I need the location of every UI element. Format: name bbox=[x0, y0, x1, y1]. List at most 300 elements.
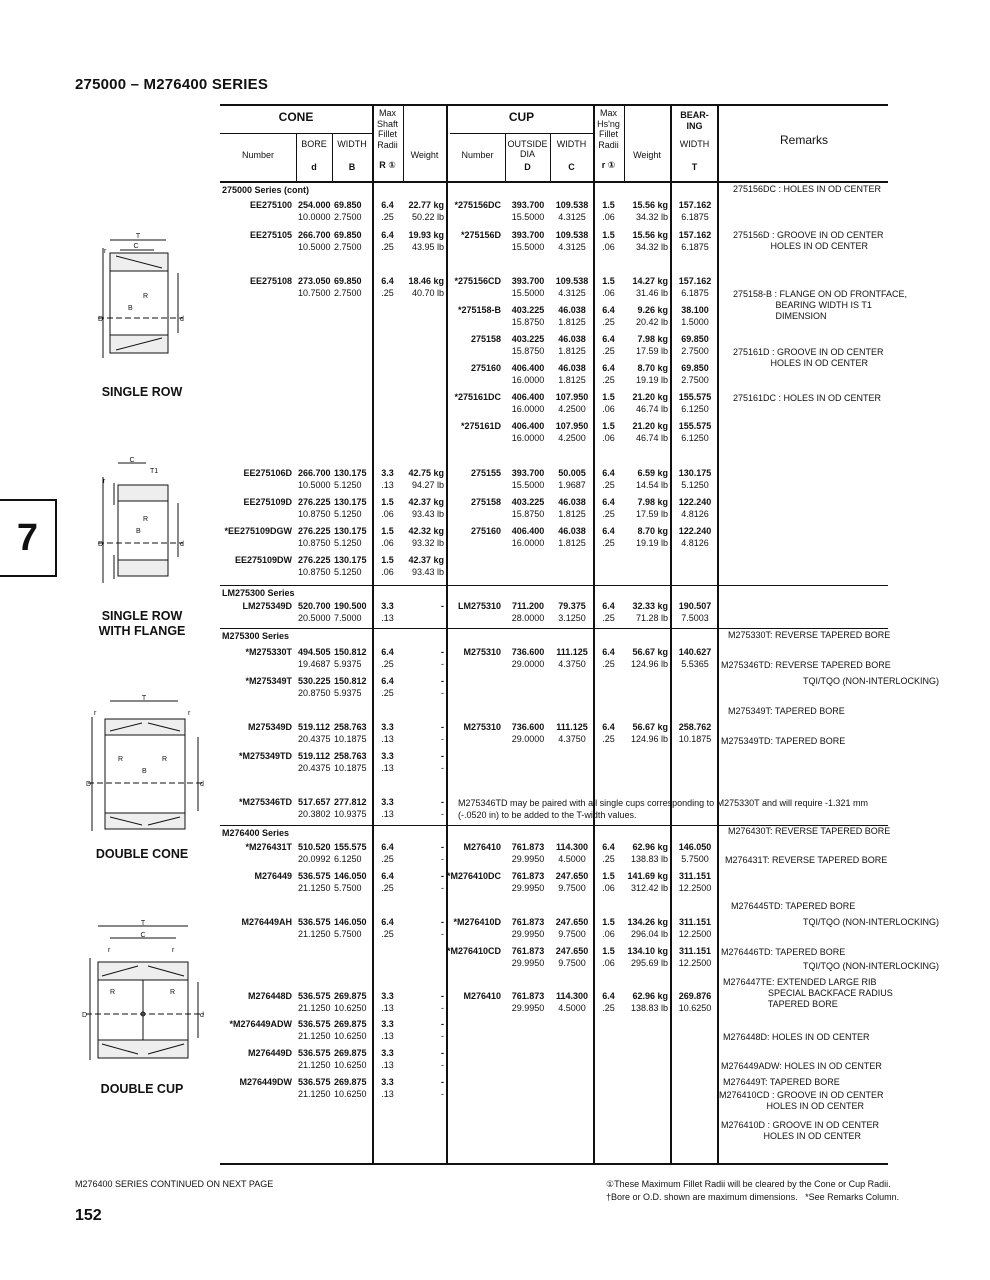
cup-od-in: 29.9950 bbox=[511, 854, 545, 864]
remarks-header: Remarks bbox=[779, 133, 828, 147]
cup-width-in: 1.8125 bbox=[558, 375, 586, 385]
bearing-width-in: 4.8126 bbox=[681, 538, 709, 548]
cone-number: EE275109D bbox=[243, 497, 292, 507]
cone-bore-in: 19.4687 bbox=[298, 659, 331, 669]
cone-radius-mm: 3.3 bbox=[381, 468, 394, 478]
svg-text:r: r bbox=[108, 947, 111, 954]
cone-width-mm: 150.812 bbox=[334, 676, 367, 686]
cup-width-in: 1.8125 bbox=[558, 538, 586, 548]
cone-weight-lb: 94.27 lb bbox=[411, 480, 444, 490]
svg-text:R: R bbox=[143, 516, 149, 523]
cone-weight-lb: 93.32 lb bbox=[411, 538, 444, 548]
cup-weight-lb: 138.83 lb bbox=[630, 1003, 668, 1013]
cup-weight-kg: 141.69 kg bbox=[627, 871, 668, 881]
cone-bore-in: 10.8750 bbox=[298, 509, 331, 519]
cup-number: *275158-B bbox=[457, 305, 501, 315]
section-label: M276400 Series bbox=[222, 828, 290, 838]
cone-bore-mm: 510.520 bbox=[298, 842, 331, 852]
cone-radius-mm: 3.3 bbox=[381, 751, 394, 761]
cone-number: *M276449ADW bbox=[229, 1019, 292, 1029]
cup-number: M276410 bbox=[463, 991, 501, 1001]
cup-radius-in: .06 bbox=[602, 883, 615, 893]
cup-width-in: 1.8125 bbox=[558, 346, 586, 356]
cone-radius-mm: 3.3 bbox=[381, 1077, 394, 1087]
cup-width-mm: 107.950 bbox=[555, 421, 589, 431]
cup-od-mm: 393.700 bbox=[511, 468, 545, 478]
svg-text:r: r bbox=[94, 710, 97, 717]
cone-radius-mm: 6.4 bbox=[381, 647, 394, 657]
cone-width-mm: 190.500 bbox=[334, 601, 367, 611]
bearing-width-in: 1.5000 bbox=[681, 317, 709, 327]
cone-bore-in: 10.8750 bbox=[298, 567, 331, 577]
cup-weight-kg: 15.56 kg bbox=[632, 200, 668, 210]
cup-od-mm: 761.873 bbox=[511, 842, 545, 852]
section-label: 275000 Series (cont) bbox=[222, 185, 310, 195]
page-number: 152 bbox=[75, 1207, 102, 1224]
cone-number: M276449D bbox=[247, 1048, 292, 1058]
cup-od-in: 28.0000 bbox=[511, 613, 545, 623]
cup-width-in: 4.3750 bbox=[558, 659, 586, 669]
cup-radius-mm: 1.5 bbox=[602, 392, 615, 402]
cone-number: *M275346TD bbox=[238, 797, 292, 807]
cup-radius-mm: 6.4 bbox=[602, 601, 615, 611]
cup-weight-kg: 62.96 kg bbox=[632, 842, 668, 852]
cone-number: EE275105 bbox=[249, 230, 292, 240]
bearing-width-in: 6.1875 bbox=[681, 288, 709, 298]
cone-width-mm: 269.875 bbox=[334, 1019, 367, 1029]
cone-weight-lb: 43.95 lb bbox=[411, 242, 444, 252]
cone-weight-kg: - bbox=[441, 797, 444, 807]
cup-radius-in: .25 bbox=[602, 538, 615, 548]
cup-width-in: 4.2500 bbox=[558, 433, 586, 443]
cup-width-mm: 79.375 bbox=[558, 601, 586, 611]
cup-width-mm: 107.950 bbox=[555, 392, 589, 402]
cup-width-mm: 46.038 bbox=[558, 363, 586, 373]
cup-width-in: 9.7500 bbox=[558, 929, 586, 939]
cone-number: EE275108 bbox=[249, 276, 292, 286]
cup-radius-mm: 1.5 bbox=[602, 276, 615, 286]
bearing-width-in: 5.7500 bbox=[681, 854, 709, 864]
cup-weight-kg: 32.33 kg bbox=[632, 601, 668, 611]
svg-text:D: D bbox=[86, 781, 92, 788]
svg-text:C: C bbox=[133, 243, 139, 250]
cup-od-in: 15.8750 bbox=[511, 346, 545, 356]
cup-weight-header: Weight bbox=[633, 150, 661, 160]
cup-radius-mm: 1.5 bbox=[602, 917, 615, 927]
remark-entry: M275349TD: TAPERED BORE bbox=[721, 736, 846, 746]
cone-width-in: 6.1250 bbox=[334, 854, 362, 864]
cone-width-mm: 69.850 bbox=[334, 276, 362, 286]
cone-bore-in: 20.0992 bbox=[298, 854, 331, 864]
cone-radius-mm: 1.5 bbox=[381, 555, 394, 565]
svg-text:D: D bbox=[82, 1012, 88, 1019]
cup-od-mm: 403.225 bbox=[511, 497, 545, 507]
cup-radius-in: .06 bbox=[602, 958, 615, 968]
col-divider bbox=[670, 104, 672, 1164]
cone-weight-kg: - bbox=[441, 842, 444, 852]
cup-weight-lb: 14.54 lb bbox=[635, 480, 668, 490]
cone-weight-kg: - bbox=[441, 871, 444, 881]
cup-weight-lb: 34.32 lb bbox=[635, 242, 668, 252]
cone-weight-lb: - bbox=[441, 734, 444, 744]
bearing-width-in: 2.7500 bbox=[681, 375, 709, 385]
svg-text:T1: T1 bbox=[150, 468, 159, 475]
cup-number: M275310 bbox=[463, 722, 501, 732]
remark-entry: M276446TD: TAPERED BORE bbox=[721, 947, 846, 957]
cup-weight-lb: 20.42 lb bbox=[635, 317, 668, 327]
cup-od-in: 29.0000 bbox=[511, 659, 545, 669]
cone-bore-mm: 536.575 bbox=[298, 1019, 331, 1029]
cone-width-mm: 258.763 bbox=[334, 722, 367, 732]
cone-width-in: 10.6250 bbox=[334, 1031, 367, 1041]
cone-weight-kg: 18.46 kg bbox=[408, 276, 444, 286]
cup-number-header: Number bbox=[461, 150, 494, 160]
cup-radius-mm: 1.5 bbox=[602, 871, 615, 881]
cup-number: *275156DC bbox=[454, 200, 501, 210]
cup-radius-mm: 1.5 bbox=[602, 230, 615, 240]
bearing-width-in: 5.5365 bbox=[681, 659, 709, 669]
cone-number: M276449AH bbox=[241, 917, 292, 927]
remark-entry: TQI/TQO (NON-INTERLOCKING) bbox=[803, 917, 939, 927]
cone-number: EE275106D bbox=[243, 468, 292, 478]
cone-width-in: 5.9375 bbox=[334, 688, 362, 698]
cup-width-mm: 109.538 bbox=[555, 276, 589, 286]
cone-bore-in: 20.5000 bbox=[298, 613, 331, 623]
cone-width-in: 2.7500 bbox=[334, 212, 362, 222]
shaft-fillet-header: Max Shaft Fillet Radii bbox=[376, 108, 398, 150]
cone-radius-mm: 6.4 bbox=[381, 842, 394, 852]
svg-text:T: T bbox=[141, 695, 147, 702]
housing-r-symbol: r ① bbox=[601, 160, 616, 170]
cone-weight-lb: - bbox=[441, 1031, 444, 1041]
cup-radius-mm: 1.5 bbox=[602, 200, 615, 210]
cup-weight-lb: 17.59 lb bbox=[635, 509, 668, 519]
cup-radius-in: .25 bbox=[602, 346, 615, 356]
cone-weight-kg: - bbox=[441, 917, 444, 927]
bearing-width-in: 6.1875 bbox=[681, 242, 709, 252]
cone-width-header: WIDTH bbox=[337, 139, 367, 149]
cup-radius-mm: 6.4 bbox=[602, 842, 615, 852]
cup-radius-in: .06 bbox=[602, 212, 615, 222]
cup-od-mm: 393.700 bbox=[511, 200, 545, 210]
cup-radius-in: .06 bbox=[602, 404, 615, 414]
cone-radius-in: .13 bbox=[381, 763, 394, 773]
cone-width-in: 5.1250 bbox=[334, 538, 362, 548]
cup-radius-in: .25 bbox=[602, 1003, 615, 1013]
cup-od-mm: 403.225 bbox=[511, 334, 545, 344]
svg-text:B: B bbox=[142, 768, 147, 775]
cup-weight-lb: 19.19 lb bbox=[635, 538, 668, 548]
cup-width-symbol: C bbox=[568, 162, 575, 172]
cup-width-mm: 109.538 bbox=[555, 230, 589, 240]
cup-weight-lb: 295.69 lb bbox=[630, 958, 668, 968]
cup-radius-in: .25 bbox=[602, 317, 615, 327]
cone-bore-in: 10.8750 bbox=[298, 538, 331, 548]
cone-radius-mm: 3.3 bbox=[381, 991, 394, 1001]
cone-radius-mm: 6.4 bbox=[381, 871, 394, 881]
svg-text:B: B bbox=[128, 305, 133, 312]
bearing-width-in: 4.8126 bbox=[681, 509, 709, 519]
cone-radius-in: .13 bbox=[381, 734, 394, 744]
remark-entry: M276449ADW: HOLES IN OD CENTER bbox=[721, 1061, 882, 1071]
cup-weight-kg: 15.56 kg bbox=[632, 230, 668, 240]
cup-od-mm: 761.873 bbox=[511, 946, 545, 956]
cone-width-in: 7.5000 bbox=[334, 613, 362, 623]
cup-width-in: 4.3125 bbox=[558, 212, 586, 222]
cone-bore-mm: 276.225 bbox=[298, 526, 331, 536]
bearing-width-mm: 157.162 bbox=[678, 200, 712, 210]
cone-weight-lb: 93.43 lb bbox=[411, 567, 444, 577]
cone-weight-kg: 22.77 kg bbox=[408, 200, 444, 210]
cone-weight-kg: - bbox=[441, 676, 444, 686]
svg-text:R: R bbox=[118, 756, 124, 763]
section-rule bbox=[220, 585, 888, 586]
cup-width-in: 4.3125 bbox=[558, 242, 586, 252]
cone-bore-mm: 276.225 bbox=[298, 497, 331, 507]
cone-weight-kg: - bbox=[441, 722, 444, 732]
cup-od-mm: 761.873 bbox=[511, 917, 545, 927]
cone-radius-in: .25 bbox=[381, 929, 394, 939]
cone-width-mm: 269.875 bbox=[334, 1048, 367, 1058]
cone-width-mm: 146.050 bbox=[334, 871, 367, 881]
cone-radius-in: .13 bbox=[381, 1031, 394, 1041]
cup-number: LM275310 bbox=[457, 601, 501, 611]
cup-od-in: 15.8750 bbox=[511, 509, 545, 519]
cone-number: *EE275109DGW bbox=[224, 526, 292, 536]
cup-od-mm: 406.400 bbox=[511, 392, 545, 402]
svg-text:r: r bbox=[103, 478, 106, 485]
svg-text:r: r bbox=[188, 710, 191, 717]
cone-width-mm: 130.175 bbox=[334, 555, 367, 565]
cup-weight-lb: 312.42 lb bbox=[630, 883, 668, 893]
cone-width-mm: 258.763 bbox=[334, 751, 367, 761]
svg-text:d: d bbox=[200, 1012, 204, 1019]
cone-radius-in: .13 bbox=[381, 1089, 394, 1099]
single-row-flange-diagram bbox=[88, 455, 198, 600]
cup-radius-mm: 1.5 bbox=[602, 946, 615, 956]
cone-width-symbol: B bbox=[348, 162, 356, 172]
cone-width-in: 5.7500 bbox=[334, 929, 362, 939]
bore-footnote: †Bore or O.D. shown are maximum dimensions. *See Remarks Column. bbox=[606, 1192, 900, 1202]
bearing-width-in: 5.1250 bbox=[681, 480, 709, 490]
cone-bore-in: 10.0000 bbox=[298, 212, 331, 222]
cone-weight-kg: - bbox=[441, 647, 444, 657]
cone-number: EE275109DW bbox=[234, 555, 292, 565]
svg-text:R: R bbox=[162, 756, 168, 763]
bearing-width-mm: 157.162 bbox=[678, 230, 712, 240]
remark-entry: M275349T: TAPERED BORE bbox=[728, 706, 845, 716]
col-divider bbox=[717, 104, 719, 1164]
cone-number: LM275349D bbox=[242, 601, 292, 611]
cup-weight-lb: 46.74 lb bbox=[635, 433, 668, 443]
cup-weight-lb: 19.19 lb bbox=[635, 375, 668, 385]
remark-entry: 275156DC : HOLES IN OD CENTER bbox=[733, 184, 882, 194]
cup-weight-lb: 34.32 lb bbox=[635, 212, 668, 222]
continued-note: M276400 SERIES CONTINUED ON NEXT PAGE bbox=[75, 1179, 274, 1189]
cone-weight-kg: - bbox=[441, 751, 444, 761]
cone-radius-in: .25 bbox=[381, 688, 394, 698]
cone-bore-mm: 536.575 bbox=[298, 871, 331, 881]
cone-radius-mm: 6.4 bbox=[381, 230, 394, 240]
cup-radius-in: .06 bbox=[602, 433, 615, 443]
cup-width-in: 1.8125 bbox=[558, 317, 586, 327]
cup-weight-kg: 62.96 kg bbox=[632, 991, 668, 1001]
cone-bore-in: 21.1250 bbox=[298, 929, 331, 939]
cup-radius-mm: 6.4 bbox=[602, 991, 615, 1001]
fillet-footnote: ①These Maximum Fillet Radii will be cleared by the Cone or Cup Radii. bbox=[606, 1179, 891, 1189]
cup-width-mm: 114.300 bbox=[555, 842, 589, 852]
cone-number: M275349D bbox=[247, 722, 292, 732]
cone-width-mm: 146.050 bbox=[334, 917, 367, 927]
cup-od-mm: 761.873 bbox=[511, 991, 545, 1001]
cup-width-header: WIDTH bbox=[556, 139, 587, 149]
section-label: LM275300 Series bbox=[222, 588, 295, 598]
cone-bore-mm: 254.000 bbox=[298, 200, 331, 210]
cone-bore-mm: 536.575 bbox=[298, 1048, 331, 1058]
cone-bore-mm: 536.575 bbox=[298, 917, 331, 927]
cup-weight-lb: 138.83 lb bbox=[630, 854, 668, 864]
cone-width-in: 5.1250 bbox=[334, 567, 362, 577]
shaft-r-symbol: R ① bbox=[379, 160, 396, 170]
cup-weight-kg: 7.98 kg bbox=[637, 497, 668, 507]
cone-width-in: 2.7500 bbox=[334, 242, 362, 252]
section-label: M275300 Series bbox=[222, 631, 290, 641]
svg-text:C: C bbox=[129, 457, 135, 464]
cup-header-rule bbox=[450, 133, 593, 134]
cone-bore-mm: 494.505 bbox=[298, 647, 331, 657]
cup-radius-in: .06 bbox=[602, 242, 615, 252]
cup-weight-kg: 56.67 kg bbox=[632, 647, 668, 657]
cone-radius-mm: 3.3 bbox=[381, 797, 394, 807]
cup-width-mm: 111.125 bbox=[556, 647, 588, 657]
cone-bore-in: 21.1250 bbox=[298, 1003, 331, 1013]
cone-weight-kg: - bbox=[441, 991, 444, 1001]
cup-number: 275160 bbox=[470, 363, 501, 373]
cup-number: *M276410CD bbox=[446, 946, 501, 956]
cone-weight-lb: - bbox=[441, 1003, 444, 1013]
bearing-width-in: 6.1250 bbox=[681, 433, 709, 443]
cup-od-in: 15.5000 bbox=[511, 212, 545, 222]
cone-number: *M276431T bbox=[245, 842, 292, 852]
cone-radius-in: .25 bbox=[381, 659, 394, 669]
cone-weight-kg: - bbox=[441, 601, 444, 611]
cone-radius-in: .13 bbox=[381, 1060, 394, 1070]
cone-weight-lb: 40.70 lb bbox=[411, 288, 444, 298]
cone-bore-in: 20.8750 bbox=[298, 688, 331, 698]
cone-bore-mm: 273.050 bbox=[298, 276, 331, 286]
cup-od-mm: 761.873 bbox=[511, 871, 545, 881]
cone-radius-in: .06 bbox=[381, 538, 394, 548]
cone-radius-mm: 1.5 bbox=[381, 497, 394, 507]
cup-radius-in: .25 bbox=[602, 613, 615, 623]
bearing-width-mm: 69.850 bbox=[681, 334, 709, 344]
cup-number: *M276410D bbox=[453, 917, 501, 927]
remark-entry: M275346TD: REVERSE TAPERED BORE bbox=[721, 660, 891, 670]
cup-weight-lb: 124.96 lb bbox=[630, 659, 668, 669]
cup-width-mm: 111.125 bbox=[556, 722, 588, 732]
cup-width-in: 1.9687 bbox=[558, 480, 586, 490]
cone-bore-in: 20.4375 bbox=[298, 763, 331, 773]
cup-width-mm: 247.650 bbox=[555, 917, 589, 927]
cup-weight-kg: 9.26 kg bbox=[637, 305, 668, 315]
cup-od-in: 15.5000 bbox=[511, 242, 545, 252]
cup-width-mm: 114.300 bbox=[555, 991, 589, 1001]
bearing-width-mm: 311.151 bbox=[678, 871, 712, 881]
bearing-width-mm: 122.240 bbox=[678, 497, 712, 507]
cup-number: *275156D bbox=[460, 230, 501, 240]
cup-width-in: 3.1250 bbox=[558, 613, 586, 623]
cone-bore-mm: 519.112 bbox=[298, 751, 331, 761]
cone-weight-kg: - bbox=[441, 1077, 444, 1087]
bearing-width-mm: 258.762 bbox=[678, 722, 712, 732]
cup-width-in: 9.7500 bbox=[558, 883, 586, 893]
remark-entry: M276410CD : GROOVE IN OD CENTER HOLES IN OD CENTER bbox=[719, 1090, 884, 1111]
cone-weight-lb: - bbox=[441, 809, 444, 819]
cup-weight-lb: 46.74 lb bbox=[635, 404, 668, 414]
cup-od-in: 29.0000 bbox=[511, 734, 545, 744]
cone-radius-mm: 3.3 bbox=[381, 1048, 394, 1058]
cup-radius-mm: 6.4 bbox=[602, 526, 615, 536]
bearing-width-header: WIDTH bbox=[679, 139, 710, 149]
double-cone-diagram bbox=[80, 695, 210, 845]
remark-entry: TQI/TQO (NON-INTERLOCKING) bbox=[803, 676, 939, 686]
cup-radius-in: .25 bbox=[602, 509, 615, 519]
single-row-flange-label: SINGLE ROW WITH FLANGE bbox=[98, 609, 186, 638]
col-divider-main bbox=[446, 104, 448, 1164]
cone-radius-in: .13 bbox=[381, 613, 394, 623]
bearing-width-mm: 140.627 bbox=[678, 647, 712, 657]
remark-entry: 275161D : GROOVE IN OD CENTER HOLES IN OD CENTER bbox=[733, 347, 884, 368]
cone-radius-in: .13 bbox=[381, 480, 394, 490]
cup-weight-kg: 134.10 kg bbox=[627, 946, 668, 956]
cup-radius-mm: 6.4 bbox=[602, 363, 615, 373]
cup-od-mm: 393.700 bbox=[511, 276, 545, 286]
svg-text:T: T bbox=[140, 920, 146, 927]
cup-number: 275155 bbox=[470, 468, 501, 478]
svg-text:R: R bbox=[143, 293, 149, 300]
cone-width-in: 2.7500 bbox=[334, 288, 362, 298]
cone-bore-in: 10.5000 bbox=[298, 480, 331, 490]
cone-radius-in: .13 bbox=[381, 809, 394, 819]
bearing-width-symbol: T bbox=[691, 162, 698, 172]
double-cup-diagram bbox=[80, 918, 210, 1073]
cup-radius-in: .06 bbox=[602, 929, 615, 939]
cone-number: *M275349T bbox=[245, 676, 292, 686]
cup-od-in: 15.5000 bbox=[511, 288, 545, 298]
cone-weight-lb: - bbox=[441, 883, 444, 893]
table-bottom-rule bbox=[220, 1163, 888, 1165]
cone-number: EE275100 bbox=[249, 200, 292, 210]
cone-bore-in: 20.3802 bbox=[298, 809, 331, 819]
bearing-width-in: 6.1875 bbox=[681, 212, 709, 222]
cup-weight-lb: 71.28 lb bbox=[635, 613, 668, 623]
cup-od-in: 16.0000 bbox=[511, 538, 545, 548]
bearing-width-in: 10.6250 bbox=[678, 1003, 712, 1013]
cone-bore-in: 10.5000 bbox=[298, 242, 331, 252]
remark-entry: M276447TE: EXTENDED LARGE RIB SPECIAL BACKFACE RADIUS TAPERED BORE bbox=[723, 977, 893, 1009]
cone-number: M276448D bbox=[247, 991, 292, 1001]
cone-weight-kg: 42.75 kg bbox=[408, 468, 444, 478]
cone-number: *M275349TD bbox=[238, 751, 292, 761]
cone-width-mm: 69.850 bbox=[334, 230, 362, 240]
cup-width-mm: 46.038 bbox=[558, 334, 586, 344]
cup-width-mm: 46.038 bbox=[558, 526, 586, 536]
cone-width-mm: 69.850 bbox=[334, 200, 362, 210]
cup-number: *275156CD bbox=[454, 276, 501, 286]
cone-width-mm: 269.875 bbox=[334, 1077, 367, 1087]
cone-bore-mm: 530.225 bbox=[298, 676, 331, 686]
cup-width-mm: 109.538 bbox=[555, 200, 589, 210]
